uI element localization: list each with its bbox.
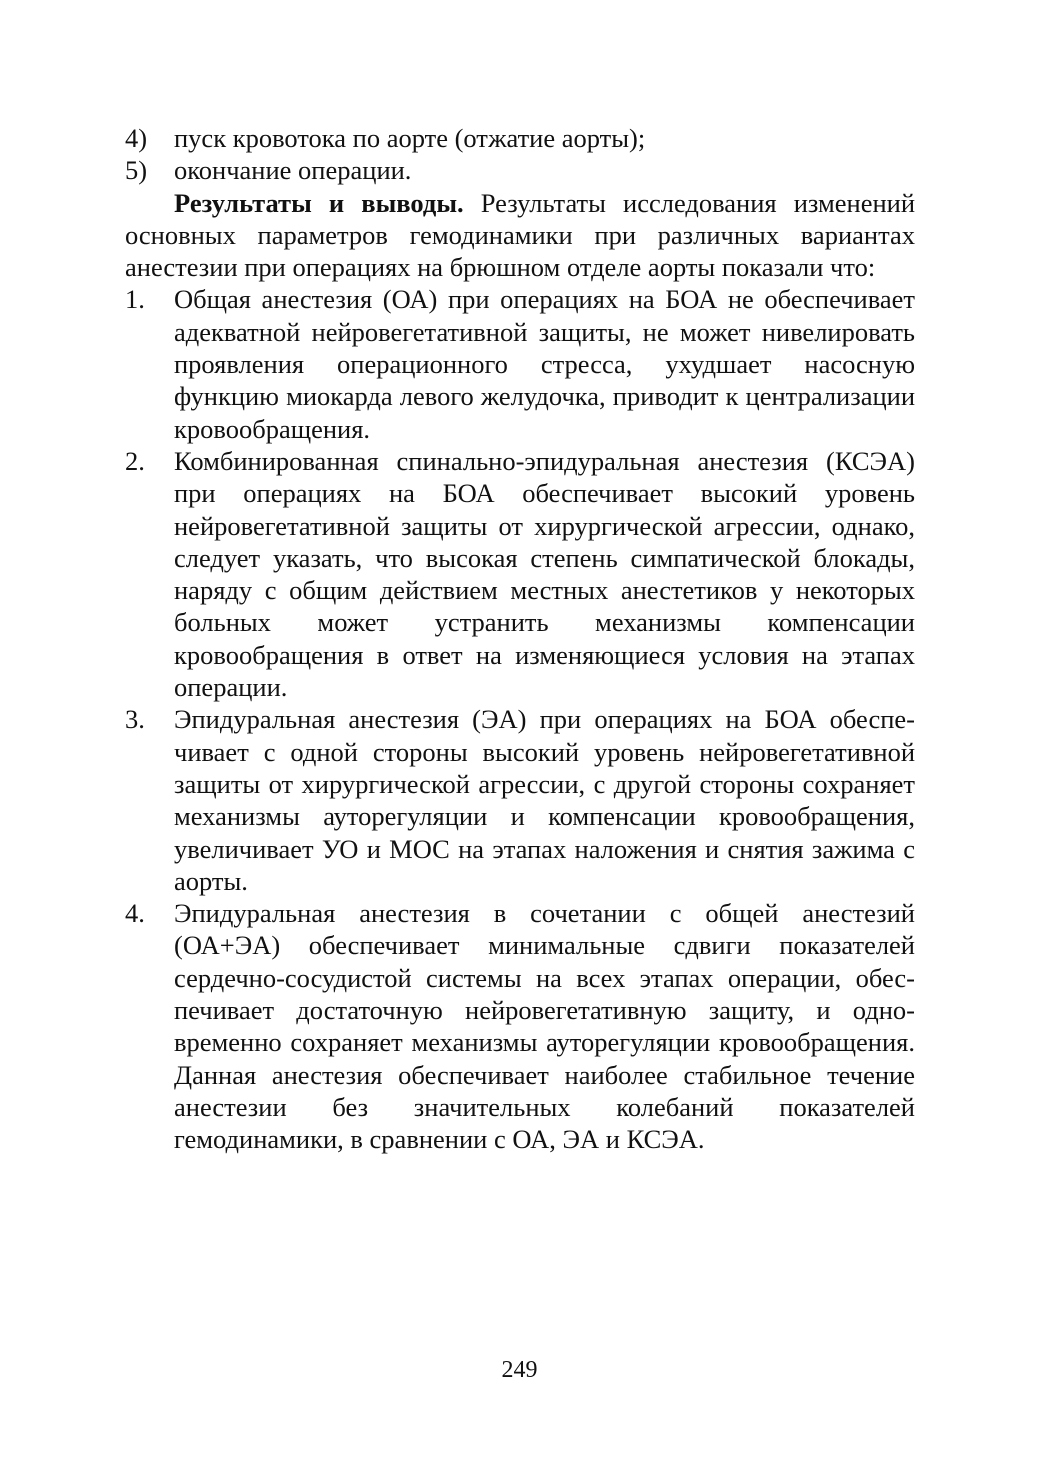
results-intro: Результаты исследования изменений основных параметров гемодинамики при различных вариантах анестезии при операциях на брюшном отделе аорты показали что:: [125, 187, 916, 283]
list-item-text: окончание операции.: [174, 155, 412, 186]
list-item-number: 4): [125, 123, 148, 153]
conclusion-text: Эпидуральная анестезия в сочетании с общей анестезий (ОА+ЭА) обеспечивает минимальные сдвиги показателей сердечно-сосудистой системы на всех этапах операции, обеспечивает достаточную нейровегетативную защиту, и одновременно сохраняет механизмы ауторегуляции кровообращения. Данная анестезия обеспечивает наиболее стабильное течение анестезии без значительных колебаний показателей гемодинамики, в сравнении с ОА, ЭА и КСЭА.: [174, 898, 915, 1155]
conclusion-item: [125, 283, 915, 444]
conclusions-list: [125, 283, 915, 1155]
conclusion-item: [125, 897, 915, 1155]
conclusion-number: 1.: [125, 284, 145, 315]
list-item: [125, 122, 915, 154]
page-number: 249: [501, 1357, 538, 1383]
list-item-number: 5): [125, 155, 148, 186]
results-paragraph: [125, 187, 915, 284]
conclusion-number: 4.: [125, 898, 145, 929]
conclusion-text: Общая анестезия (ОА) при операциях на БОА не обеспечивает адекватной нейровегетативной защиты, не может нивелировать проявления операционного стресса, ухудшает насосную функцию миокарда левого желудочка, приводит к централизации кровообращения.: [174, 284, 915, 444]
conclusion-text: Комбинированная спинально-эпидуральная анестезия (КСЭА) при операциях на БОА обеспечивает высокий уровень нейровегетативной защиты от хирургической агрессии, однако, следует указать, что высокая степень симпатической блокады, наряду с общим действием местных анестетиков у некоторых больных может устранить механизмы компенсации кровообращения в ответ на изменяющиеся условия на этапах операции.: [174, 445, 915, 703]
list-item-text: пуск кровотока по аорте (отжатие аорты);: [174, 123, 646, 153]
conclusion-item: [125, 703, 915, 897]
page-content: [125, 122, 915, 1156]
conclusion-text: Эпидуральная анестезия (ЭА) при операциях на БОА обеспечивает с одной стороны высокий уровень нейровегетативной защиты от хирургической агрессии, с другой стороны сохраняет механизмы ауторегуляции и компенсации кровообращения, увеличивает УО и МОС на этапах наложения и снятия зажима с аорты.: [174, 704, 915, 896]
section-heading: Результаты и выводы.: [174, 187, 464, 218]
list-item: [125, 154, 915, 186]
conclusion-item: [125, 445, 915, 703]
conclusion-number: 2.: [125, 445, 145, 476]
conclusion-number: 3.: [125, 704, 145, 735]
